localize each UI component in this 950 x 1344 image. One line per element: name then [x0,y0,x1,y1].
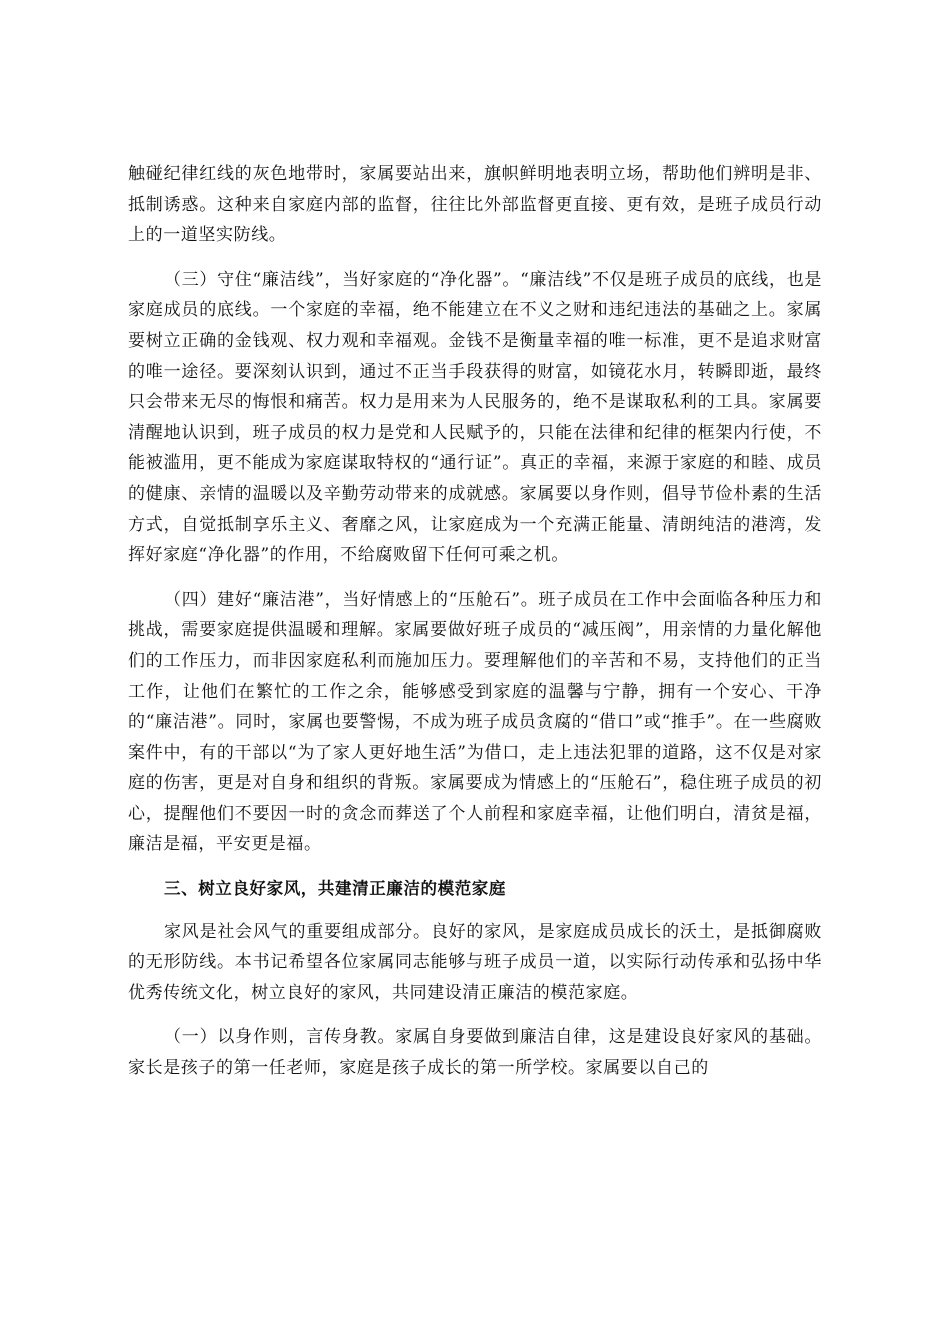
document-body [128,159,822,1098]
section-heading: 三、树立良好家风，共建清正廉洁的模范家庭 [164,879,506,899]
paragraph-subsection-1: （一）以身作则，言传身教。家属自身要做到廉洁自律，这是建设良好家风的基础。家长是孩子的第一任老师，家庭是孩子成长的第一所学校。家属要以自己的 [128,1027,822,1079]
paragraph-continuation: 触碰纪律红线的灰色地带时，家属要站出来，旗帜鲜明地表明立场，帮助他们辨明是非、抵制诱惑。这种来自家庭内部的监督，往往比外部监督更直接、更有效，是班子成员行动上的一道坚实防线。 [128,164,822,246]
paragraph-section-4: （四）建好“廉洁港”，当好情感上的“压舱石”。班子成员在工作中会面临各种压力和挑战，需要家庭提供温暖和理解。家属要做好班子成员的“减压阀”，用亲情的力量化解他们的工作压力，而非因家庭私利而施加压力。要理解他们的辛苦和不易，支持他们的正当工作，让他们在繁忙的工作之余，能够感受到家庭的温馨与宁静，拥有一个安心、干净的“廉洁港”。同时，家属也要警惕，不成为班子成员贪腐的“借口”或“推手”。在一些腐败案件中，有的干部以“为了家人更好地生活”为借口，走上违法犯罪的道路，这不仅是对家庭的伤害，更是对自身和组织的背叛。家属要成为情感上的“压舱石”，稳住班子成员的初心，提醒他们不要因一时的贪念而葬送了个人前程和家庭幸福，让他们明白，清贫是福，廉洁是福，平安更是福。 [128,589,822,855]
paragraph-family-style-intro: 家风是社会风气的重要组成部分。良好的家风，是家庭成员成长的沃土，是抵御腐败的无形防线。本书记希望各位家属同志能够与班子成员一道，以实际行动传承和弘扬中华优秀传统文化，树立良好的家风，共同建设清正廉洁的模范家庭。 [128,921,822,1003]
paragraph-section-3: （三）守住“廉洁线”，当好家庭的“净化器”。“廉洁线”不仅是班子成员的底线，也是家庭成员的底线。一个家庭的幸福，绝不能建立在不义之财和违纪违法的基础之上。家属要树立正确的金钱观、权力观和幸福观。金钱不是衡量幸福的唯一标准，更不是追求财富的唯一途径。要深刻认识到，通过不正当手段获得的财富，如镜花水月，转瞬即逝，最终只会带来无尽的悔恨和痛苦。权力是用来为人民服务的，绝不是谋取私利的工具。家属要清醒地认识到，班子成员的权力是党和人民赋予的，只能在法律和纪律的框架内行使，不能被滥用，更不能成为家庭谋取特权的“通行证”。真正的幸福，来源于家庭的和睦、成员的健康、亲情的温暖以及辛勤劳动带来的成就感。家属要以身作则，倡导节俭朴素的生活方式，自觉抵制享乐主义、奢靡之风，让家庭成为一个充满正能量、清朗纯洁的港湾，发挥好家庭“净化器”的作用，不给腐败留下任何可乘之机。 [128,269,822,566]
